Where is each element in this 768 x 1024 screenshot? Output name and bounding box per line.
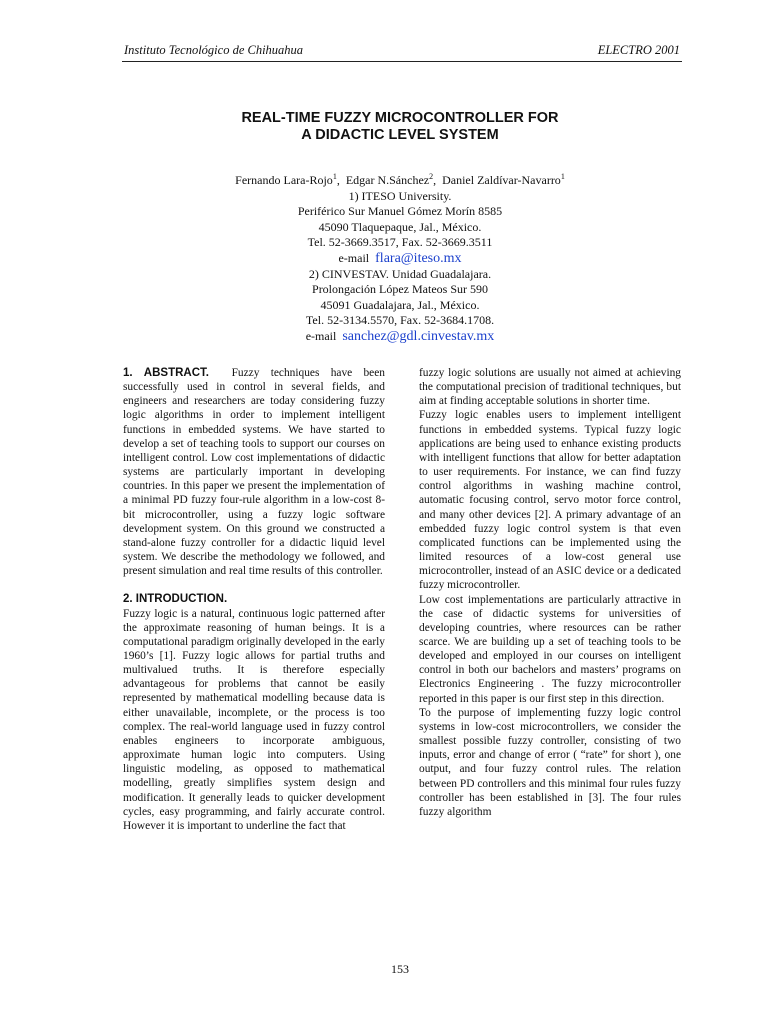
introduction-heading: 2. INTRODUCTION. [123,593,228,606]
affil1-email-line [150,251,650,267]
title-line-1: REAL-TIME FUZZY MICROCONTROLLER FOR [241,110,559,126]
right-column [419,366,681,819]
authors-block [150,173,650,345]
right-paragraph-3: Low cost implementations are particularly attractive in the case of didactic systems for universities of developing countries, where resources can be rather scarce. We are building up a set of teaching tools to be developed and employed in our courses on intelligent control in both our bachelors and masters’ programs on Electronics Engineering . The fuzzy microcontroller reported in this paper is our first step in this direction. [419,593,681,705]
affil2-line2: Prolongación López Mateos Sur 590 [312,282,488,297]
right-paragraph-1: fuzzy logic solutions are usually not aimed at achieving the computational precision of traditional techniques, but aim at finding acceptable solutions in shorter time. [419,367,681,408]
author-list: Fernando Lara-Rojo$^1$, Edgar N.Sánchez$^2$, Daniel Zaldívar-Navarro$^1$ [235,172,565,187]
abstract-heading: 1. ABSTRACT. [123,367,209,379]
author-1-affil: 1 [332,172,337,181]
affil1-email-label: e-mail [338,250,370,265]
affil2-email-line [150,329,650,345]
abstract-text: Fuzzy techniques have been successfully used in control in several fields, and engineers and researchers are today considering fuzzy logic algorithms in order to implement intelligent functions in embedded systems. We have started to develop a set of teaching tools to support our courses on intelligent control. Low cost implementations of didactic systems are particularly important in developing countries. In this paper we present the implementation of a minimal PD fuzzy four-rule algorithm in a low-cost 8-bit microcontroller, using a fuzzy logic software development system. On this ground we constructed a stand-alone fuzzy controller for a didactic liquid level system. We describe the methodology we followed, and present simulation and real time results of this controller. [123,367,385,578]
right-paragraph-2: Fuzzy logic enables users to implement intelligent functions in embedded systems. Typical fuzzy logic applications are being used to enhance existing products with intelligent functions that allow for better adaptation to user requirements. For instance, we can find fuzzy control algorithms in washing machine control, automatic focusing control, servo motor force control, and many other devices [2]. A primary advantage of an embedded fuzzy logic control system is that even complicated functions can be implemented using the limited resources of a low-cost general use microcontroller, instead of an ASIC device or a dedicated fuzzy microcontroller. [419,409,681,592]
affil1-line3: 45090 Tlaquepaque, Jal., México. [318,219,482,234]
affil1-line2: Periférico Sur Manuel Gómez Morín 8585 [297,204,503,219]
author-1: Fernando Lara-Rojo [235,173,333,187]
author-3: Daniel Zaldívar-Navarro [442,173,561,187]
affil2-email-link[interactable]: sanchez@gdl.cinvestav.mx [342,328,495,344]
abstract-paragraph [123,366,385,578]
affil1-line4: Tel. 52-3669.3517, Fax. 52-3669.3511 [307,235,493,250]
author-2-affil: 2 [429,172,434,181]
affil1-line1: 1) ITESO University. [348,188,452,203]
author-3-affil: 1 [560,172,565,181]
header-conference: ELECTRO 2001 [597,43,680,57]
affil2-line3: 45091 Guadalajara, Jal., México. [320,297,480,312]
left-column [123,366,385,833]
page-number: 153 [391,962,409,976]
title-line-2: A DIDACTIC LEVEL SYSTEM [301,127,499,143]
affil2-email-label: e-mail [305,328,337,343]
paper-title [150,110,650,144]
introduction-text: Fuzzy logic is a natural, continuous logic patterned after the approximate reasoning of human beings. It is a computational paradigm originally developed in the early 1960’s [1]. Fuzzy logic allows for partial truths and multivalued truths. It is therefore especially advantageous for problems that cannot be easily represented by mathematical modelling because data is either unavailable, incomplete, or the process is too complex. The real-world language used in fuzzy control enables engineers to incorporate ambiguous, approximate human logic into computers. Using linguistic modeling, as opposed to mathematical modelling, greatly simplifies system design and modification. It generally leads to quicker development cycles, easy programming, and fairly accurate control. However it is important to underline the fact that [123,607,385,832]
right-paragraph-4: To the purpose of implementing fuzzy logic control systems in low-cost microcontrollers, we consider the smallest possible fuzzy controller, consisting of two inputs, error and change of error ( “rate” for short ), one output, and four fuzzy control rules. The relation between PD controllers and this minimal four rules fuzzy controller has been established in [3]. The four rules fuzzy algorithm [419,706,681,818]
affil2-line1: 2) CINVESTAV. Unidad Guadalajara. [308,266,492,281]
header-institution: Instituto Tecnológico de Chihuahua [124,43,304,57]
affil1-email-link[interactable]: flara@iteso.mx [375,250,462,266]
affil2-line4: Tel. 52-3134.5570, Fax. 52-3684.1708. [305,313,495,328]
author-2: Edgar N.Sánchez [345,173,430,187]
running-header [122,42,682,62]
